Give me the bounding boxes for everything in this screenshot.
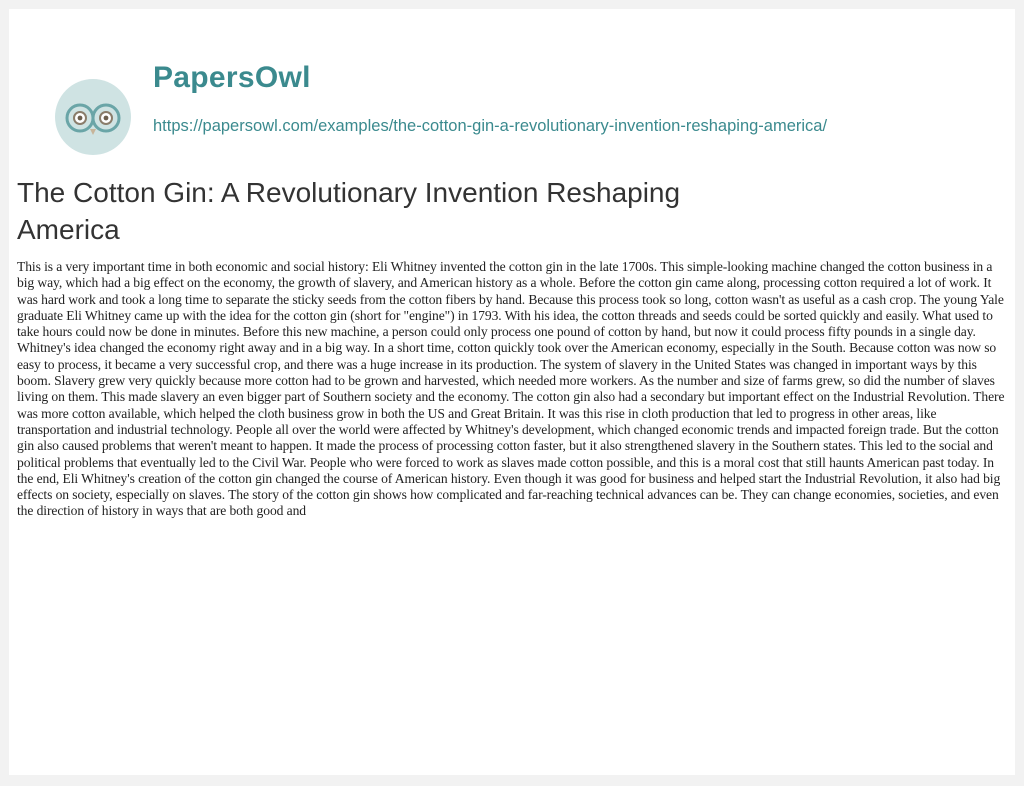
owl-logo-icon: [53, 77, 133, 157]
article-title: The Cotton Gin: A Revolutionary Invention Reshaping America: [17, 177, 681, 245]
document-page: [9, 9, 1015, 775]
article-body: This is a very important time in both economic and social history: Eli Whitney invented the cotton gin in the late 1700s. This simple-looking machine changed the cotton business in a big way, which had a big effect on the economy, the growth of slavery, and American history as a whole. Before the cotton gin came along, processing cotton required a lot of work. It was hard work and took a long time to separate the sticky seeds from the cotton fibers by hand. Because this process took so long, cotton wasn't as useful as a cash crop. The young Yale graduate Eli Whitney came up with the idea for the cotton gin (short for "engine") in 1793. With his idea, the cotton threads and seeds could be sorted quickly and easily. What used to take hours could now be done in minutes. Before this new machine, a person could only process one pound of cotton by hand, but now it could process fifty pounds in a single day. Whitney's idea changed the economy right away and in a big way. In a short time, cotton quickly took over the American economy, especially in the South. Because cotton was now so easy to process, it became a very successful crop, and there was a huge increase in its production. The system of slavery in the United States was changed in important ways by this boom. Slavery grew very quickly because more cotton had to be grown and harvested, which needed more workers. As the number and size of farms grew, so did the number of slaves living on them. This made slavery an even bigger part of Southern society and the economy. The cotton gin also had a secondary but important effect on the Industrial Revolution. There was more cotton available, which helped the cloth business grow in both the US and Great Britain. It was this rise in cloth production that led to progress in other areas, like transportation and industrial technology. People all over the world were affected by Whitney's development, which changed economic trends and impacted foreign trade. But the cotton gin also caused problems that weren't meant to happen. It made the process of processing cotton faster, but it also strengthened slavery in the Southern states. This led to the social and political problems that eventually led to the Civil War. People who were forced to work as slaves made cotton possible, and this is a moral cost that still haunts American past today. In the end, Eli Whitney's creation of the cotton gin changed the course of American history. Even though it was good for business and helped start the Industrial Revolution, it also had big effects on society, especially on slaves. The story of the cotton gin shows how complicated and far-reaching technical advances can be. They can change economies, societies, and even the direction of history in ways that are both good and: [17, 259, 1005, 519]
brand-name: PapersOwl: [153, 61, 311, 94]
source-url-link[interactable]: https://papersowl.com/examples/the-cotton-gin-a-revolutionary-invention-reshaping-america/: [153, 117, 828, 135]
